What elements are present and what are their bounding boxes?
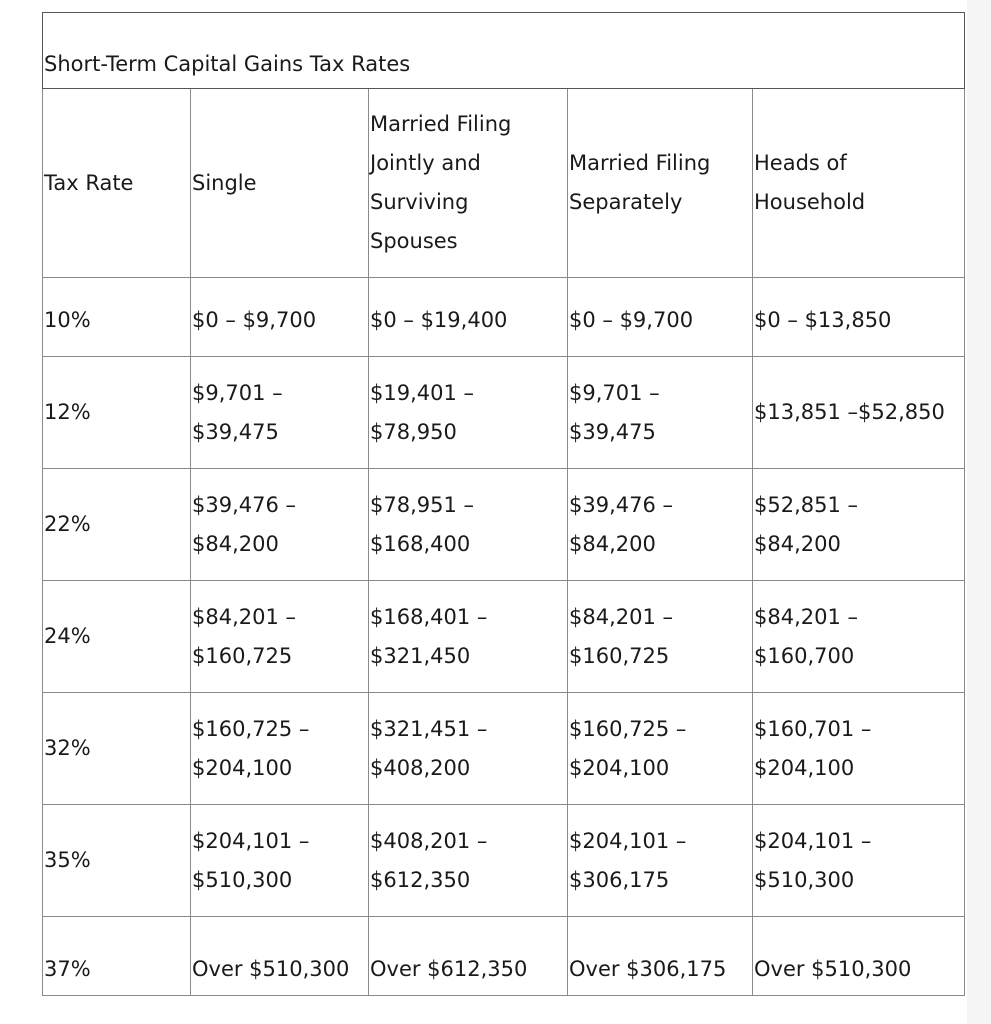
married-separately-cell: $204,101 – $306,175 — [568, 805, 753, 917]
header-row — [43, 89, 965, 278]
heads-of-household-cell: $0 – $13,850 — [753, 278, 965, 357]
rate-cell: 24% — [43, 581, 191, 693]
header-single: Single — [191, 89, 369, 278]
rate-cell: 35% — [43, 805, 191, 917]
married-separately-cell: $160,725 – $204,100 — [568, 693, 753, 805]
married-jointly-cell: $408,201 – $612,350 — [369, 805, 568, 917]
header-heads-of-household: Heads of Household — [753, 89, 965, 278]
rate-cell: 37% — [43, 917, 191, 996]
table-row — [43, 917, 965, 996]
married-jointly-cell: $321,451 – $408,200 — [369, 693, 568, 805]
rate-cell: 12% — [43, 357, 191, 469]
heads-of-household-cell: $84,201 – $160,700 — [753, 581, 965, 693]
married-jointly-cell: Over $612,350 — [369, 917, 568, 996]
table-row — [43, 357, 965, 469]
married-jointly-cell: $168,401 – $321,450 — [369, 581, 568, 693]
heads-of-household-cell: $204,101 – $510,300 — [753, 805, 965, 917]
single-cell: $84,201 – $160,725 — [191, 581, 369, 693]
header-married-separately: Married Filing Separately — [568, 89, 753, 278]
heads-of-household-cell: $13,851 –$52,850 — [753, 357, 965, 469]
married-separately-cell: $84,201 – $160,725 — [568, 581, 753, 693]
page-edge-strip — [967, 0, 991, 1024]
rate-cell: 10% — [43, 278, 191, 357]
table-row — [43, 805, 965, 917]
table-row — [43, 469, 965, 581]
single-cell: $160,725 – $204,100 — [191, 693, 369, 805]
rate-cell: 22% — [43, 469, 191, 581]
heads-of-household-cell: $160,701 – $204,100 — [753, 693, 965, 805]
table-title: Short-Term Capital Gains Tax Rates — [43, 13, 965, 89]
table-row — [43, 693, 965, 805]
single-cell: $0 – $9,700 — [191, 278, 369, 357]
capital-gains-table — [42, 12, 965, 996]
heads-of-household-cell: Over $510,300 — [753, 917, 965, 996]
single-cell: $39,476 – $84,200 — [191, 469, 369, 581]
table-row — [43, 581, 965, 693]
heads-of-household-cell: $52,851 – $84,200 — [753, 469, 965, 581]
married-jointly-cell: $19,401 – $78,950 — [369, 357, 568, 469]
rate-cell: 32% — [43, 693, 191, 805]
single-cell: $9,701 – $39,475 — [191, 357, 369, 469]
header-tax-rate: Tax Rate — [43, 89, 191, 278]
married-jointly-cell: $78,951 – $168,400 — [369, 469, 568, 581]
married-jointly-cell: $0 – $19,400 — [369, 278, 568, 357]
header-married-jointly: Married Filing Jointly and Surviving Spouses — [369, 89, 568, 278]
married-separately-cell: $39,476 – $84,200 — [568, 469, 753, 581]
married-separately-cell: $9,701 – $39,475 — [568, 357, 753, 469]
married-separately-cell: Over $306,175 — [568, 917, 753, 996]
single-cell: Over $510,300 — [191, 917, 369, 996]
married-separately-cell: $0 – $9,700 — [568, 278, 753, 357]
single-cell: $204,101 – $510,300 — [191, 805, 369, 917]
table-row — [43, 278, 965, 357]
